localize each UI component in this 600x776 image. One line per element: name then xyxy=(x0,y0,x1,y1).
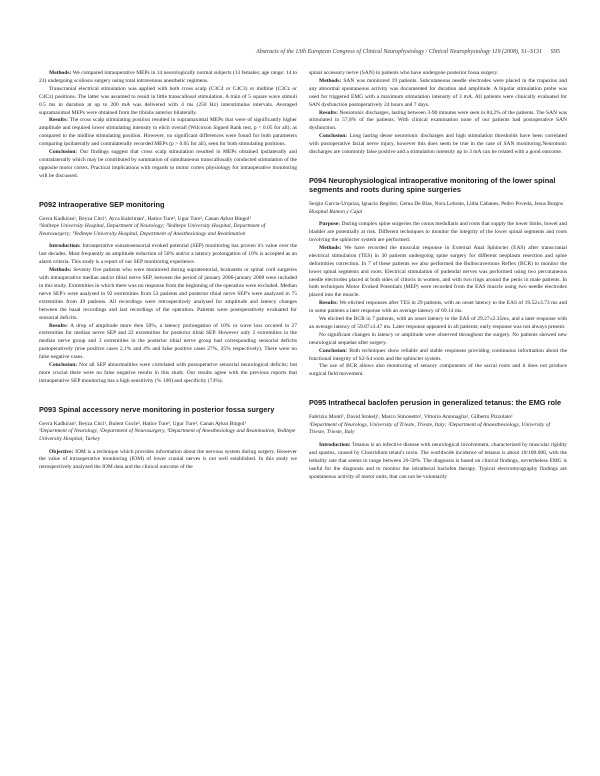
section-label: Results: xyxy=(49,322,68,329)
paragraph-text: Our findings suggest that cross scalp stimulation resulted in MEPs obtained ipsilaterally and contralaterally which may be contributed by summation of simultaneous transcallosally conducted stimulation of the opposite motor cortex. Practical implications with regards to motor cortex physiology for intraoperative monitoring will be discussed. xyxy=(39,149,297,179)
left-column xyxy=(39,70,297,750)
paragraph: Transcranial electrical stimulation was applied with both cross scalp (C3C4 or C4C3) or midline (C3Cz or C4Cz) positions. The latter was assumed to result in little transcallosal stimulation. A train of 5 square wave stimuli 0.5 ms in duration at up to 200 mA was delivered with 4 ms (250 Hz) interstimulus intervals. Averaged supramaximal MEPs were obtained from the tibialis anterior bilaterally. xyxy=(39,85,297,116)
abstract-authors: Gevra Kadkiran¹, Beyza Citci¹, Bulent Gucle², Hatice Ture³, Ugur Ture², Canan Aykut Bingol¹ xyxy=(39,420,247,427)
abstract-title: P095 Intrathecal baclofen perusion in generalized tetanus: the EMG role xyxy=(309,398,562,408)
paragraph: spinal accessory nerve (SAN) in patients who have undergone posterior fossa surgery. xyxy=(309,70,499,76)
abstract-affiliation: ¹Yeditepe University Hospital, Department of Neurology; ²Yeditepe University Hospital, Department of Neurosurgery; ³Yeditepe University Hospital, Department of Anesthesiology and Reanimation xyxy=(39,223,266,237)
right-column xyxy=(309,70,567,750)
paragraph-text: SAN was monitored 19 patients. Subcutaneous needle electrodes were placed in the trapezius and any abnormal spontaneous activity was documented for duration and amplitude. A bipolar stimulation probe was used for triggered EMG with a maximum stimulation intensity of 3 mA. All patients were clinically evaluated for SAN dysfunction postoperatively 24 hours and 7 days. xyxy=(309,77,567,108)
paragraph-text: IOM is a technique which provides information about the nervous system during surgery. However the value of intraoperative monitoring (IOM) of lower cranial nerves is not well established. In this study we retrospectively analyzed the IOM data and the clinical outcome of the xyxy=(39,448,297,471)
paragraph-text: Seventy five patients who were monitored during supratentorial, brainstem or spinal cord surgeries with intraoperative median and/or tibial nerve SEP, between the period of january 2006-january 2008 were included in this study. Extremities in which there was no response from the beginning of the operation were excluded. Median nerve SEP's were analysed in 92 extremities from 53 patients and posterior tibial nerve SEP's were analyzed in 75 extremities from 49 patients. All recordings were retrospectively analysed for amplitude and latency changes between the basal recordings and last recordings of the operation. Patients were postoperatively evaluated for sensorial deficits. xyxy=(39,267,297,321)
paragraph-text: We compared intraoperative MEPs in 14 neurologically normal subjects (13 females; age range: 14 to 23) undergoing scoliosis surgery using total intravenous anesthetic regimens. xyxy=(39,70,297,84)
paragraph xyxy=(309,442,567,482)
paragraph xyxy=(309,110,567,134)
abstract-authors: Sergio Garcia-Urquiza, Ignacio Regidor, Gema De Blas, Nora Lebrato, Lidia Cabanes, Pedro Poveda, Jesus Burgos xyxy=(309,200,564,207)
paragraph-text: Tetanus is an infective disease with neurological involvement, characterized by muscular rigidity and spasms, caused by Clostridium tetani's toxin. The worldwide incidence of tetanus is about 18/100.000, with the lethality rate that seems to range between 20-50%. The diagnosis is based on clinical findings, nevertheless EMG is useful for the diagnosis and to monitor the intrathecal baclofen therapy. Typical electromyography findings are spontaneous activity of motor units, that can not be voluntarily xyxy=(309,442,567,480)
paragraph xyxy=(309,221,567,245)
section-label: Purpose: xyxy=(319,221,341,228)
abstract-authors: Gevra Kadkiran¹, Beyza Citci¹, Ayca Kahriman¹, Hatice Ture³, Ugur Ture², Canan Aykut Bingol¹ xyxy=(39,215,252,222)
paragraph-text: We have recorded the muscular response in External Anal Sphincter (EAS) after transcranial electrical stimulation (TES) in 30 patients undergoing spine surgery for different neoplasm resection and spine deformities correction. In 7 of these patients we also performed the Bulbocavernous Reflex (BCR) to monitor the lower spinal segments and roots. Electrical stimulation of pudendal nerves was performed using two percutaneous needle electrodes placed at both sides of clitoris in women, and with two rings around the penis in male patients. In both techniques Motor Evoked Potentials (MEP) were recorded from the EAS muscle using two needle electrodes placed into the muscle. xyxy=(309,244,567,299)
paragraph xyxy=(39,149,297,181)
paragraph xyxy=(39,117,297,149)
paragraph xyxy=(309,245,567,300)
paragraph xyxy=(309,78,567,110)
section-label: Methods: xyxy=(49,267,72,274)
running-header xyxy=(38,49,560,61)
paragraph: No significant changes in latency or amplitude were observed throughout the surgery. No patients showed new neurological sequelae after surgery. xyxy=(309,331,567,346)
paragraph-text: During complex spine surgeries the conus medullaris and roots that supply the lower limbs, bowel and bladder are potentially at risk. Different techniques to monitor the integrity of the lower spinal segments and roots involving the sphincter system are performed. xyxy=(309,221,567,243)
paragraph xyxy=(39,267,297,322)
paragraph xyxy=(39,323,297,363)
paragraph xyxy=(39,70,297,86)
paragraph: The use of BCR allows also monitoring of sensory components of the sacral roots and it does not produce surgical field movement. xyxy=(309,363,567,378)
paragraph-text: Neurotonic discharges, lasting between 3-90 minutes were seen in 84,2% of the patients. The SAN was stimulated in 57,8% of the patients. With clinical examination none of our patients had postoperative SAN dysfunction. xyxy=(309,109,567,132)
paragraph: We elicited the BCR in 7 patients, with an onset latency to the EAS of 29.27±2.35ms, and a later response with an average latency of 59.87±3.47 ms. Later response appeared in all patients; early response was not always present. xyxy=(309,316,567,330)
abstract-title: P093 Spinal accessory nerve monitoring in posterior fossa surgery xyxy=(39,404,275,414)
section-label: Results: xyxy=(319,300,338,307)
abstract-authors: Fabrizio Monti¹, David Stokelj¹, Marco Simonetto¹, Vittorio Antonaglia², Gilberto Pizzolato¹ xyxy=(309,414,513,421)
section-label: Conclusion: xyxy=(49,149,78,156)
section-label: Results: xyxy=(49,117,68,124)
abstract-affiliation: ¹Department of Neurology, ²Department of Neurosurgery, ³Department of Anesthesiology and Reanimation, Yeditepe University Hospital, Turkey xyxy=(39,428,296,442)
section-label: Results: xyxy=(319,109,338,116)
abstract-affiliation: Hospital Ramon y Cajal xyxy=(309,208,363,215)
paragraph-text: Not all SEP abnormalities were correlated with postoperative sensorial neurological deficits; but more crucial there were no false negative results in this study. Our results agree with the previous reports that intraoperative SEP monitoring has a high sensitivity (% 100) and specificity (74%). xyxy=(39,362,297,384)
paragraph-text: Intraoperative somatosensorial evoked potential (SEP) monitoring has proven it's value over the last decades. Most frequently an amplitude reduction of 50% and/or a latency prolongation of 10% is accepted as an alarm criteria. This study is a report of our SEP monitoring experience. xyxy=(39,243,297,266)
section-label: Methods: xyxy=(49,70,72,76)
abstract-title: P094 Neurophysiological intraoperative monitoring of the lower spinal segments and roots during spine surgeries xyxy=(309,175,556,194)
paragraph xyxy=(309,133,567,157)
paragraph-text: Both techniques show reliable and stable responses providing continuous information about the functional integrity of S2-S4 roots and the sphincter system. xyxy=(309,347,567,362)
paragraph xyxy=(309,300,567,316)
section-label: Methods: xyxy=(319,244,342,251)
section-label: Methods: xyxy=(319,77,342,84)
section-label: Conclusion: xyxy=(49,362,78,369)
paragraph-text: We elicited responses after TES in 29 patients, with an onset latency to the EAS of 19.52±3.73 ms and in some patients a later response with an average latency of 69.14 ms. xyxy=(309,300,567,315)
paragraph xyxy=(39,362,297,386)
paragraph-text: Long lasting dense neurotonic discharges and high stimulation thresholds have been correlated with postoperative facial nerve injury, however this does seem be true in the case of SAN monitoring.Neurotonic discharges are commonly false positive and a stimulation intensity up to 3 mA can be related with a good outcome. xyxy=(309,133,567,156)
abstract-title: P092 Intraoperative SEP monitoring xyxy=(39,199,165,209)
abstract-affiliation: ¹Department of Neurology, University of Trieste, Trieste, Italy; ²Department of Anaesthesiology, University of Trieste, Trieste, Italy xyxy=(309,421,550,436)
paragraph-text: A drop of amplitude more then 50%, a latency prolongation of 10% or wave loss occured in 27 extremities for median nerve SEP and 22 extremities for posterior tibial SEP. However only 2 extremities in the median nerve group and 3 extremities in the posterior tibial nerve group had corresponding sensorial deficits postoperatively (true positive cases 2,1% and 4% and false positive cases 27%, 25% respectively). There were no false negative cases. xyxy=(39,322,297,361)
page-number: S95 xyxy=(550,49,560,55)
section-label: Conclusion: xyxy=(319,133,348,140)
paragraph xyxy=(39,449,297,473)
journal-header: Abstracts of the 13th European Congress of Clinical Neurophysiology / Clinical Neurophysiology 119 (2008), S1–S131 xyxy=(256,49,542,55)
paragraph xyxy=(39,243,297,267)
section-label: Introduction: xyxy=(319,442,351,449)
section-label: Conclusion: xyxy=(319,347,348,354)
paragraph-text: The cross scalp stimulating position resulted in supramaximal MEPs that were of significantly higher amplitude and required lower stimulating intensity to elicit overall (Wilcoxon Signed Rank test, p < 0.05 for all), as compared to the midline stimulating position. However, no significant differences were found for both parameters comparing ipsilaterally and contralaterally recorded MEPs (p > 0.05 for all), seen for both stimulating positions. xyxy=(39,117,297,148)
section-label: Objective: xyxy=(49,448,74,455)
section-label: Introduction: xyxy=(49,243,81,250)
paragraph xyxy=(309,348,567,364)
